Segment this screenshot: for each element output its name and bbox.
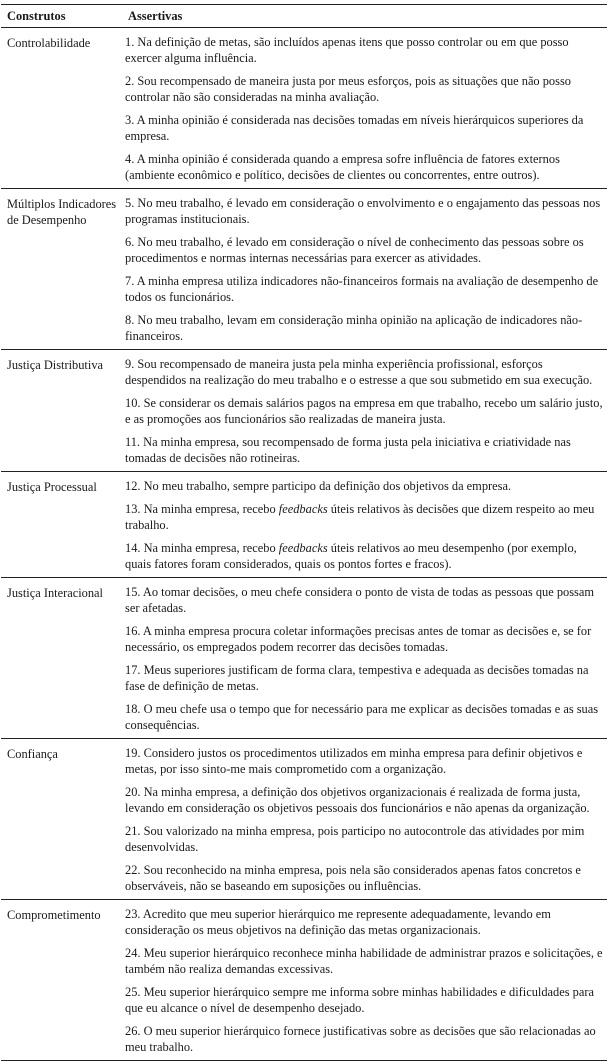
header-assertions: Assertivas xyxy=(122,5,607,28)
table-row xyxy=(1,189,607,350)
assertions-cell xyxy=(122,739,607,900)
assertion-item: 2. Sou recompensado de maneira justa por meus esforços, pois as situações que não posso controlar não são consideradas na minha avaliação. xyxy=(125,74,571,104)
assertion-item: 18. O meu chefe usa o tempo que for necessário para me explicar as decisões tomadas e as suas consequências. xyxy=(125,702,599,732)
table-row xyxy=(1,739,607,900)
construct-cell: Múltiplos Indicadores de Desempenho xyxy=(1,189,122,350)
assertions-cell xyxy=(122,28,607,189)
construct-cell: Justiça Interacional xyxy=(1,578,122,739)
assertion-item: 16. A minha empresa procura coletar informações precisas antes de tomar as decisões e, se for necessário, os empregados podem recorrer das decisões tomadas. xyxy=(125,624,592,654)
construct-cell: Controlabilidade xyxy=(1,28,122,189)
assertion-item: 17. Meus superiores justificam de forma clara, tempestiva e adequada as decisões tomadas na fase de definição de metas. xyxy=(125,663,589,693)
assertion-item: 25. Meu superior hierárquico sempre me informa sobre minhas habilidades e dificuldades para que eu alcance o nível de desempenho desejado. xyxy=(125,985,594,1015)
italic-term: feedbacks xyxy=(278,502,328,516)
assertion-item: 5. No meu trabalho, é levado em consideração o envolvimento e o engajamento das pessoas nos programas institucionais. xyxy=(125,196,601,226)
assertion-item: 12. No meu trabalho, sempre participo da definição dos objetivos da empresa. xyxy=(125,479,512,493)
assertions-cell xyxy=(122,350,607,472)
assertion-item: 22. Sou reconhecido na minha empresa, pois nela são considerados apenas fatos concretos e observáveis, não se baseando em suposições ou influências. xyxy=(125,863,581,893)
assertion-item: 19. Considero justos os procedimentos utilizados em minha empresa para definir objetivos e metas, por isso sinto-me mais comprometido com a organização. xyxy=(125,746,583,776)
assertion-item: 10. Se considerar os demais salários pagos na empresa em que trabalho, recebo um salário justo, e as promoções aos funcionários são realizadas de maneira justa. xyxy=(125,396,603,426)
assertion-item: 3. A minha opinião é considerada nas decisões tomadas em níveis hierárquicos superiores da empresa. xyxy=(125,113,584,143)
construct-cell: Justiça Processual xyxy=(1,472,122,578)
italic-term: feedbacks xyxy=(278,541,328,555)
assertion-item: 13. Na minha empresa, recebo feedbacks úteis relativos às decisões que dizem respeito ao meu trabalho. xyxy=(125,502,595,532)
assertion-item: 20. Na minha empresa, a definição dos objetivos organizacionais é realizada de forma justa, levando em consideração os objetivos pessoais dos funcionários e não apenas da organização. xyxy=(125,785,590,815)
assertion-item: 7. A minha empresa utiliza indicadores não-financeiros formais na avaliação de desempenho de todos os funcionários. xyxy=(125,274,599,304)
assertion-item: 24. Meu superior hierárquico reconhece minha habilidade de administrar prazos e solicitações, e também não realiza demandas excessivas. xyxy=(125,946,603,976)
assertion-item: 1. Na definição de metas, são incluídos apenas itens que posso controlar ou em que posso exercer alguma influência. xyxy=(125,35,569,65)
header-construct: Construtos xyxy=(1,5,122,28)
assertion-item: 21. Sou valorizado na minha empresa, pois participo no autocontrole das atividades por mim desenvolvidas. xyxy=(125,824,585,854)
table-row xyxy=(1,900,607,1061)
table-body xyxy=(1,28,607,1061)
assertion-item: 11. Na minha empresa, sou recompensado de forma justa pela iniciativa e criatividade nas tomadas de decisões não rotineiras. xyxy=(125,435,571,465)
construct-cell: Confiança xyxy=(1,739,122,900)
table-header-row xyxy=(1,5,607,28)
assertion-item: 6. No meu trabalho, é levado em consideração o nível de conhecimento das pessoas sobre os procedimentos e normas internas necessárias para exercer as atividades. xyxy=(125,235,584,265)
assertion-item: 8. No meu trabalho, levam em consideração minha opinião na aplicação de indicadores não-financeiros. xyxy=(125,313,583,343)
construct-cell: Comprometimento xyxy=(1,900,122,1061)
assertions-cell xyxy=(122,189,607,350)
assertion-item: 14. Na minha empresa, recebo feedbacks úteis relativos ao meu desempenho (por exemplo, quais fatores foram considerados, quais os pontos fortes e fracos). xyxy=(125,541,577,571)
assertion-item: 15. Ao tomar decisões, o meu chefe considera o ponto de vista de todas as pessoas que possam ser afetadas. xyxy=(125,585,595,615)
table-row xyxy=(1,578,607,739)
table-row xyxy=(1,350,607,472)
table-row xyxy=(1,472,607,578)
construct-cell: Justiça Distributiva xyxy=(1,350,122,472)
assertions-cell xyxy=(122,472,607,578)
assertions-cell xyxy=(122,578,607,739)
constructs-assertions-table xyxy=(1,4,607,1061)
assertion-item: 23. Acredito que meu superior hierárquico me represente adequadamente, levando em consideração os meus objetivos na definição das metas organizacionais. xyxy=(125,907,551,937)
assertion-item: 9. Sou recompensado de maneira justa pela minha experiência profissional, esforços despendidos na realização do meu trabalho e o estresse a que sou submetido em sua execução. xyxy=(125,357,593,387)
assertions-cell xyxy=(122,900,607,1061)
table-row xyxy=(1,28,607,189)
assertion-item: 4. A minha opinião é considerada quando a empresa sofre influência de fatores externos (ambiente econômico e político, decisões de clientes ou concorrentes, entre outros). xyxy=(125,152,560,182)
assertion-item: 26. O meu superior hierárquico fornece justificativas sobre as decisões que são relacionadas ao meu trabalho. xyxy=(125,1024,596,1054)
